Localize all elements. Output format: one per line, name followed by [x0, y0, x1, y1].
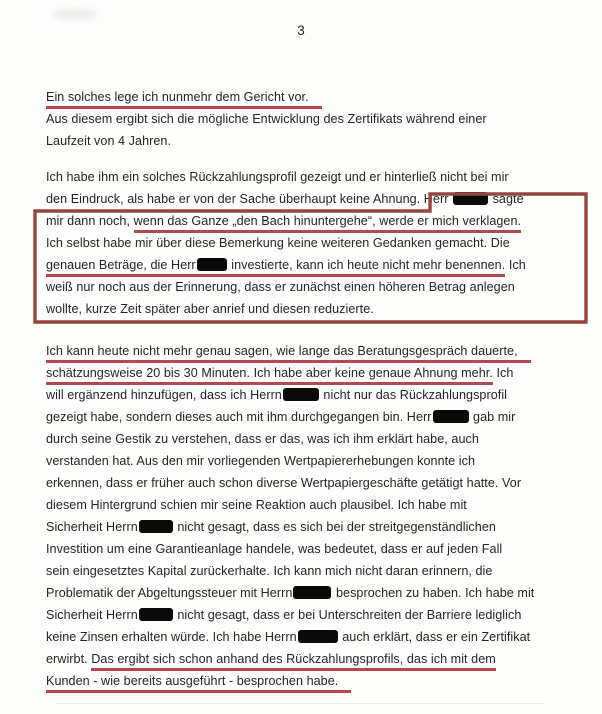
text-line [46, 298, 591, 320]
text-line [46, 472, 591, 494]
text-line [46, 166, 591, 188]
text-line [46, 232, 591, 254]
text-segment: besprochen zu haben. Ich habe mit [332, 586, 535, 600]
text-line [46, 108, 591, 130]
text-segment: erwirbt. [46, 652, 92, 666]
paragraph-block-main-testimony [46, 340, 591, 692]
redaction-bar [139, 520, 173, 533]
underlined-segment: Das ergibt sich schon anhand des Rückzahlungsprofils, das ich mit dem [91, 652, 496, 671]
text-line [46, 130, 591, 152]
text-segment: auch erklärt, dass er ein Zertifikat [338, 630, 531, 644]
underlined-segment: investierte, kann ich heute nicht mehr benennen. [228, 258, 506, 277]
text-line [46, 86, 591, 108]
text-segment: Laufzeit von 4 Jahren. [46, 134, 172, 148]
text-segment: Sicherheit Herrn [46, 608, 138, 622]
text-segment: den Eindruck, als habe er von der Sache überhaupt keine Ahnung. Herr [46, 192, 453, 206]
text-line [46, 450, 591, 472]
text-line [46, 582, 591, 604]
scan-artifact-line [55, 703, 545, 704]
paragraph-block-boxed-testimony [46, 166, 591, 320]
text-line [46, 210, 591, 232]
text-line [46, 276, 591, 298]
redaction-bar [453, 192, 488, 205]
page-number: 3 [297, 23, 305, 38]
text-segment: weiß nur noch aus der Erinnerung, dass er zunächst einen höheren Betrag anlegen [46, 280, 515, 294]
text-segment: mir dann noch, [46, 214, 134, 228]
text-segment: Ich [492, 366, 514, 380]
text-segment: will ergänzend hinzufügen, dass ich Herrn [46, 388, 282, 402]
text-segment: wollte, kurze Zeit später aber anrief und diesen reduzierte. [46, 302, 374, 316]
text-segment: nicht gesagt, dass er bei Unterschreiten der Barriere lediglich [173, 608, 522, 622]
text-segment: Investition um eine Garantieanlage handele, was bedeutet, dass er auf jeden Fall [46, 542, 503, 556]
redaction-bar [433, 410, 469, 423]
text-segment: erkennen, dass er früher auch schon diverse Wertpapiergeschäfte getätigt hatte. Vor [46, 476, 522, 490]
text-segment: durch seine Gestik zu verstehen, dass er das, was ich ihm erklärt habe, auch [46, 432, 479, 446]
text-segment: Ich habe ihm ein solches Rückzahlungsprofil gezeigt und er hinterließ nicht bei mir [46, 170, 509, 184]
text-segment: Ich [505, 258, 526, 272]
text-segment: Problematik der Abgeltungssteuer mit Herrn [46, 586, 293, 600]
text-line [46, 516, 591, 538]
text-line [46, 538, 591, 560]
paragraph-block-intro [46, 86, 591, 152]
underlined-segment: wenn das Ganze „den Bach hinuntergehe“, werde er mich verklagen. [134, 214, 522, 233]
text-line [46, 604, 591, 626]
text-line [46, 254, 591, 276]
text-line [46, 494, 591, 516]
redaction-bar [283, 388, 319, 401]
text-segment: keine Zinsen erhalten würde. Ich habe Herrn [46, 630, 297, 644]
text-line [46, 406, 591, 428]
redaction-bar [197, 258, 227, 271]
underlined-segment: schätzungsweise 20 bis 30 Minuten. Ich habe aber keine genaue Ahnung mehr. [46, 366, 493, 385]
text-line [46, 670, 591, 692]
text-line [46, 648, 591, 670]
text-line [46, 560, 591, 582]
underlined-segment: Ich kann heute nicht mehr genau sagen, wie lange das Beratungsgespräch dauerte, [46, 344, 531, 363]
underlined-segment: genauen Beträge, die Herr [46, 258, 196, 277]
text-segment: gezeigt habe, sondern dieses auch mit ihm durchgegangen bin. Herr [46, 410, 432, 424]
text-segment: diesem Hintergrund schien mir seine Reaktion auch plausibel. Ich habe mit [46, 498, 467, 512]
text-segment: sagte [489, 192, 524, 206]
text-line [46, 340, 591, 362]
text-segment: verstanden hat. Aus den mir vorliegenden Wertpapiererhebungen konnte ich [46, 454, 476, 468]
redaction-bar [298, 630, 338, 643]
underlined-segment: Kunden - wie bereits ausgeführt - besprochen habe. [46, 674, 351, 693]
text-segment: Aus diesem ergibt sich die mögliche Entwicklung des Zertifikats während einer [46, 112, 487, 126]
underlined-segment [196, 258, 228, 277]
text-segment: sein eingesetztes Kapital zurückerhalte. Ich kann mich nicht daran erinnern, die [46, 564, 493, 578]
redaction-bar [293, 586, 331, 599]
text-segment: nicht gesagt, dass es sich bei der streitgegenständlichen [173, 520, 496, 534]
text-line [46, 362, 591, 384]
text-segment: nicht nur das Rückzahlungsprofil [319, 388, 508, 402]
text-line [46, 384, 591, 406]
text-line [46, 188, 591, 210]
text-line [46, 626, 591, 648]
redaction-bar [139, 608, 173, 621]
underlined-segment: Ein solches lege ich nunmehr dem Gericht vor. [46, 90, 322, 109]
text-segment: Sicherheit Herrn [46, 520, 138, 534]
text-segment: Ich selbst habe mir über diese Bemerkung keine weiteren Gedanken gemacht. Die [46, 236, 510, 250]
text-line [46, 428, 591, 450]
scan-smudge-artifact [52, 8, 98, 20]
text-segment: gab mir [469, 410, 516, 424]
